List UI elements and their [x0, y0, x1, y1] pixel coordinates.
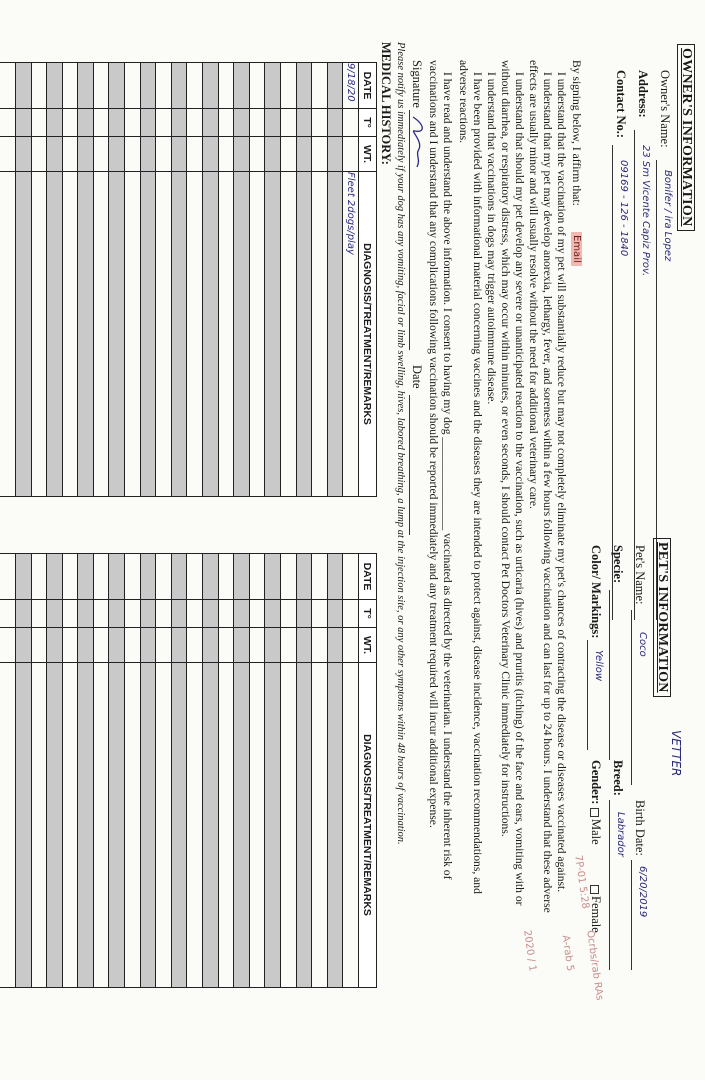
col-temp-header: T°: [359, 109, 377, 137]
color-markings-label: Color/ Markings:: [589, 545, 603, 639]
pet-tag: VETTER: [669, 730, 683, 777]
col-date-header: DATE: [359, 554, 377, 600]
col-date-header: DATE: [359, 63, 377, 109]
breed-label: Breed:: [611, 760, 625, 796]
table-row[interactable]: [265, 554, 281, 988]
signature-scribble: [407, 115, 427, 175]
table-row[interactable]: [109, 554, 125, 988]
table-row[interactable]: [203, 554, 219, 988]
col-diagnosis-header: DIAGNOSIS/TREATMENT/REMARKS: [359, 663, 377, 988]
date-line[interactable]: [409, 395, 410, 535]
table-row[interactable]: [31, 63, 47, 497]
table-row[interactable]: [171, 554, 187, 988]
owner-address-label: Address:: [636, 70, 650, 118]
table-row[interactable]: [15, 554, 31, 988]
table-row[interactable]: [15, 63, 31, 497]
table-row[interactable]: [296, 554, 312, 988]
birth-date-value[interactable]: 6/20/2019: [637, 866, 648, 918]
pet-name-line: [631, 610, 632, 785]
table-row[interactable]: [312, 554, 328, 988]
consent-p5b: vaccinations and I understand that any complications following vaccination should be reported immediately and any treatment required will incur additional expense.: [427, 60, 440, 828]
consent-p1a: I understand that the vaccination of my pet will substantially reduce but may not completely eliminate my pet's chances of contracting the disease or diseases vaccinated against.: [555, 72, 568, 893]
table-row[interactable]: [125, 63, 141, 497]
table-row[interactable]: [234, 63, 250, 497]
col-weight-header: WT.: [359, 628, 377, 663]
pencil-note-1: 7P-01 5:28: [572, 854, 591, 910]
consent-p5a: I have read and understand the above information. I consent to having my dog ________________ vaccinated as directed by the veterinarian. I understand the inherent risk of: [441, 72, 454, 880]
consent-p2a: I understand that should my pet develop any severe or unanticipated reaction to the vaccination, such as urticaria (hives) and pruritis (itching) of the face and ears, vomiting with or: [513, 72, 526, 906]
medical-history-table-left: [0, 62, 377, 497]
color-markings-value[interactable]: Yellow: [593, 650, 604, 682]
cell-diagnosis[interactable]: Fleet 2dogs/play: [343, 172, 359, 497]
pencil-note-3: A-rab 5: [559, 934, 576, 972]
cell-temp[interactable]: [343, 109, 359, 137]
owner-contact-label: Contact No.:: [614, 70, 628, 139]
consent-p3: I understand that vaccinations in dogs may trigger autoimmune disease.: [485, 72, 498, 405]
owner-name-label: Owner's Name:: [658, 70, 672, 148]
medical-history-table-right: [0, 553, 377, 988]
table-row[interactable]: [249, 63, 265, 497]
male-label: Male: [589, 819, 603, 845]
consent-p1b: I understand that my pet may develop anorexia, lethargy, fever, and soreness within a few hours following vaccination and can last for up to 24 hours. I understand that these adverse: [541, 72, 554, 913]
table-row[interactable]: [171, 63, 187, 497]
pet-section-title: PET'S INFORMATION: [653, 538, 671, 697]
specie-line: [609, 590, 610, 760]
table-row[interactable]: [93, 63, 109, 497]
gender-female-option[interactable]: [588, 885, 603, 933]
table-row[interactable]: [296, 63, 312, 497]
consent-p2b: without diarrhea, or respiratory distress, which may occur within minutes, or even seconds, I should contact Pet Doctors Veterinary Clinic immediately for instructions.: [499, 60, 512, 837]
email-stamp: Email: [571, 232, 582, 266]
table-row[interactable]: [47, 63, 63, 497]
pencil-note-4: 2020 / 1: [521, 929, 538, 973]
breed-line: [609, 800, 610, 970]
medical-history-title: MEDICAL HISTORY:: [379, 42, 393, 165]
male-checkbox[interactable]: [590, 808, 599, 817]
table-row[interactable]: [187, 63, 203, 497]
table-header-row: [359, 63, 377, 497]
table-row[interactable]: [343, 63, 359, 497]
col-weight-header: WT.: [359, 137, 377, 172]
pet-name-label: Pet's Name:: [633, 545, 647, 605]
table-row[interactable]: [78, 554, 94, 988]
table-row[interactable]: [156, 63, 172, 497]
table-row[interactable]: [218, 63, 234, 497]
gender-male-option[interactable]: [588, 808, 603, 845]
consent-p4b: adverse reactions.: [457, 60, 470, 144]
female-label: Female: [589, 896, 603, 933]
table-row[interactable]: [187, 554, 203, 988]
affirm-text: By signing below, I affirm that:: [570, 60, 583, 206]
table-row[interactable]: [109, 63, 125, 497]
table-row[interactable]: [265, 63, 281, 497]
table-row[interactable]: [62, 554, 78, 988]
table-row[interactable]: [312, 63, 328, 497]
table-row[interactable]: [156, 554, 172, 988]
table-row[interactable]: [78, 63, 94, 497]
table-row[interactable]: [281, 554, 297, 988]
consent-p4a: I have been provided with informational material concerning vaccines and the diseases they are intended to protect against, disease incidence, vaccination recommendations, and: [471, 72, 484, 894]
table-row[interactable]: [140, 63, 156, 497]
specie-label: Specie:: [611, 545, 625, 584]
signature-label: Signature: [410, 60, 424, 108]
notify-text: Please notify us immediately if your dog has any vomiting, facial or limb swelling, hives, labored breathing, a lump at the injection site, or any other symptoms within 48 hours of vaccination.: [395, 42, 406, 845]
table-header-row: [359, 554, 377, 988]
col-temp-header: T°: [359, 600, 377, 628]
cell-weight[interactable]: [343, 137, 359, 172]
birth-date-label: Birth Date:: [633, 800, 647, 856]
breed-value[interactable]: Labrador: [615, 812, 626, 857]
table-row[interactable]: [234, 554, 250, 988]
table-row[interactable]: [327, 554, 343, 988]
table-row[interactable]: [343, 554, 359, 988]
pet-name-value[interactable]: Coco: [637, 632, 648, 657]
owner-section-title: OWNER'S INFORMATION: [677, 44, 695, 231]
gender-label: Gender:: [589, 760, 603, 805]
pencil-note-2: Ocrbs/rab RAs: [584, 929, 605, 1002]
date-label: Date: [410, 365, 424, 389]
owner-name-value[interactable]: Bonifer / ira Lopez: [662, 170, 673, 262]
owner-contact-value[interactable]: 09169 - 126 - 1840: [618, 160, 629, 257]
table-row[interactable]: [31, 554, 47, 988]
consent-p1c: effects are usually minor and will usually resolve without the need for additional veterinary care.: [527, 60, 540, 509]
female-checkbox[interactable]: [590, 885, 599, 894]
table-row[interactable]: [0, 554, 15, 988]
owner-address-value[interactable]: 23 Sm Vicente Capiz Prov.: [640, 145, 651, 277]
table-row[interactable]: [47, 554, 63, 988]
table-row[interactable]: [327, 63, 343, 497]
table-row[interactable]: [62, 63, 78, 497]
birth-date-line: [631, 860, 632, 970]
table-row[interactable]: [125, 554, 141, 988]
col-diagnosis-header: DIAGNOSIS/TREATMENT/REMARKS: [359, 172, 377, 497]
table-row[interactable]: [218, 554, 234, 988]
table-row[interactable]: [140, 554, 156, 988]
table-row[interactable]: [0, 63, 15, 497]
table-row[interactable]: [203, 63, 219, 497]
color-markings-line: [587, 640, 588, 750]
table-row[interactable]: [93, 554, 109, 988]
table-row[interactable]: [281, 63, 297, 497]
table-row[interactable]: [249, 554, 265, 988]
cell-date[interactable]: 9/18/20: [343, 63, 359, 109]
